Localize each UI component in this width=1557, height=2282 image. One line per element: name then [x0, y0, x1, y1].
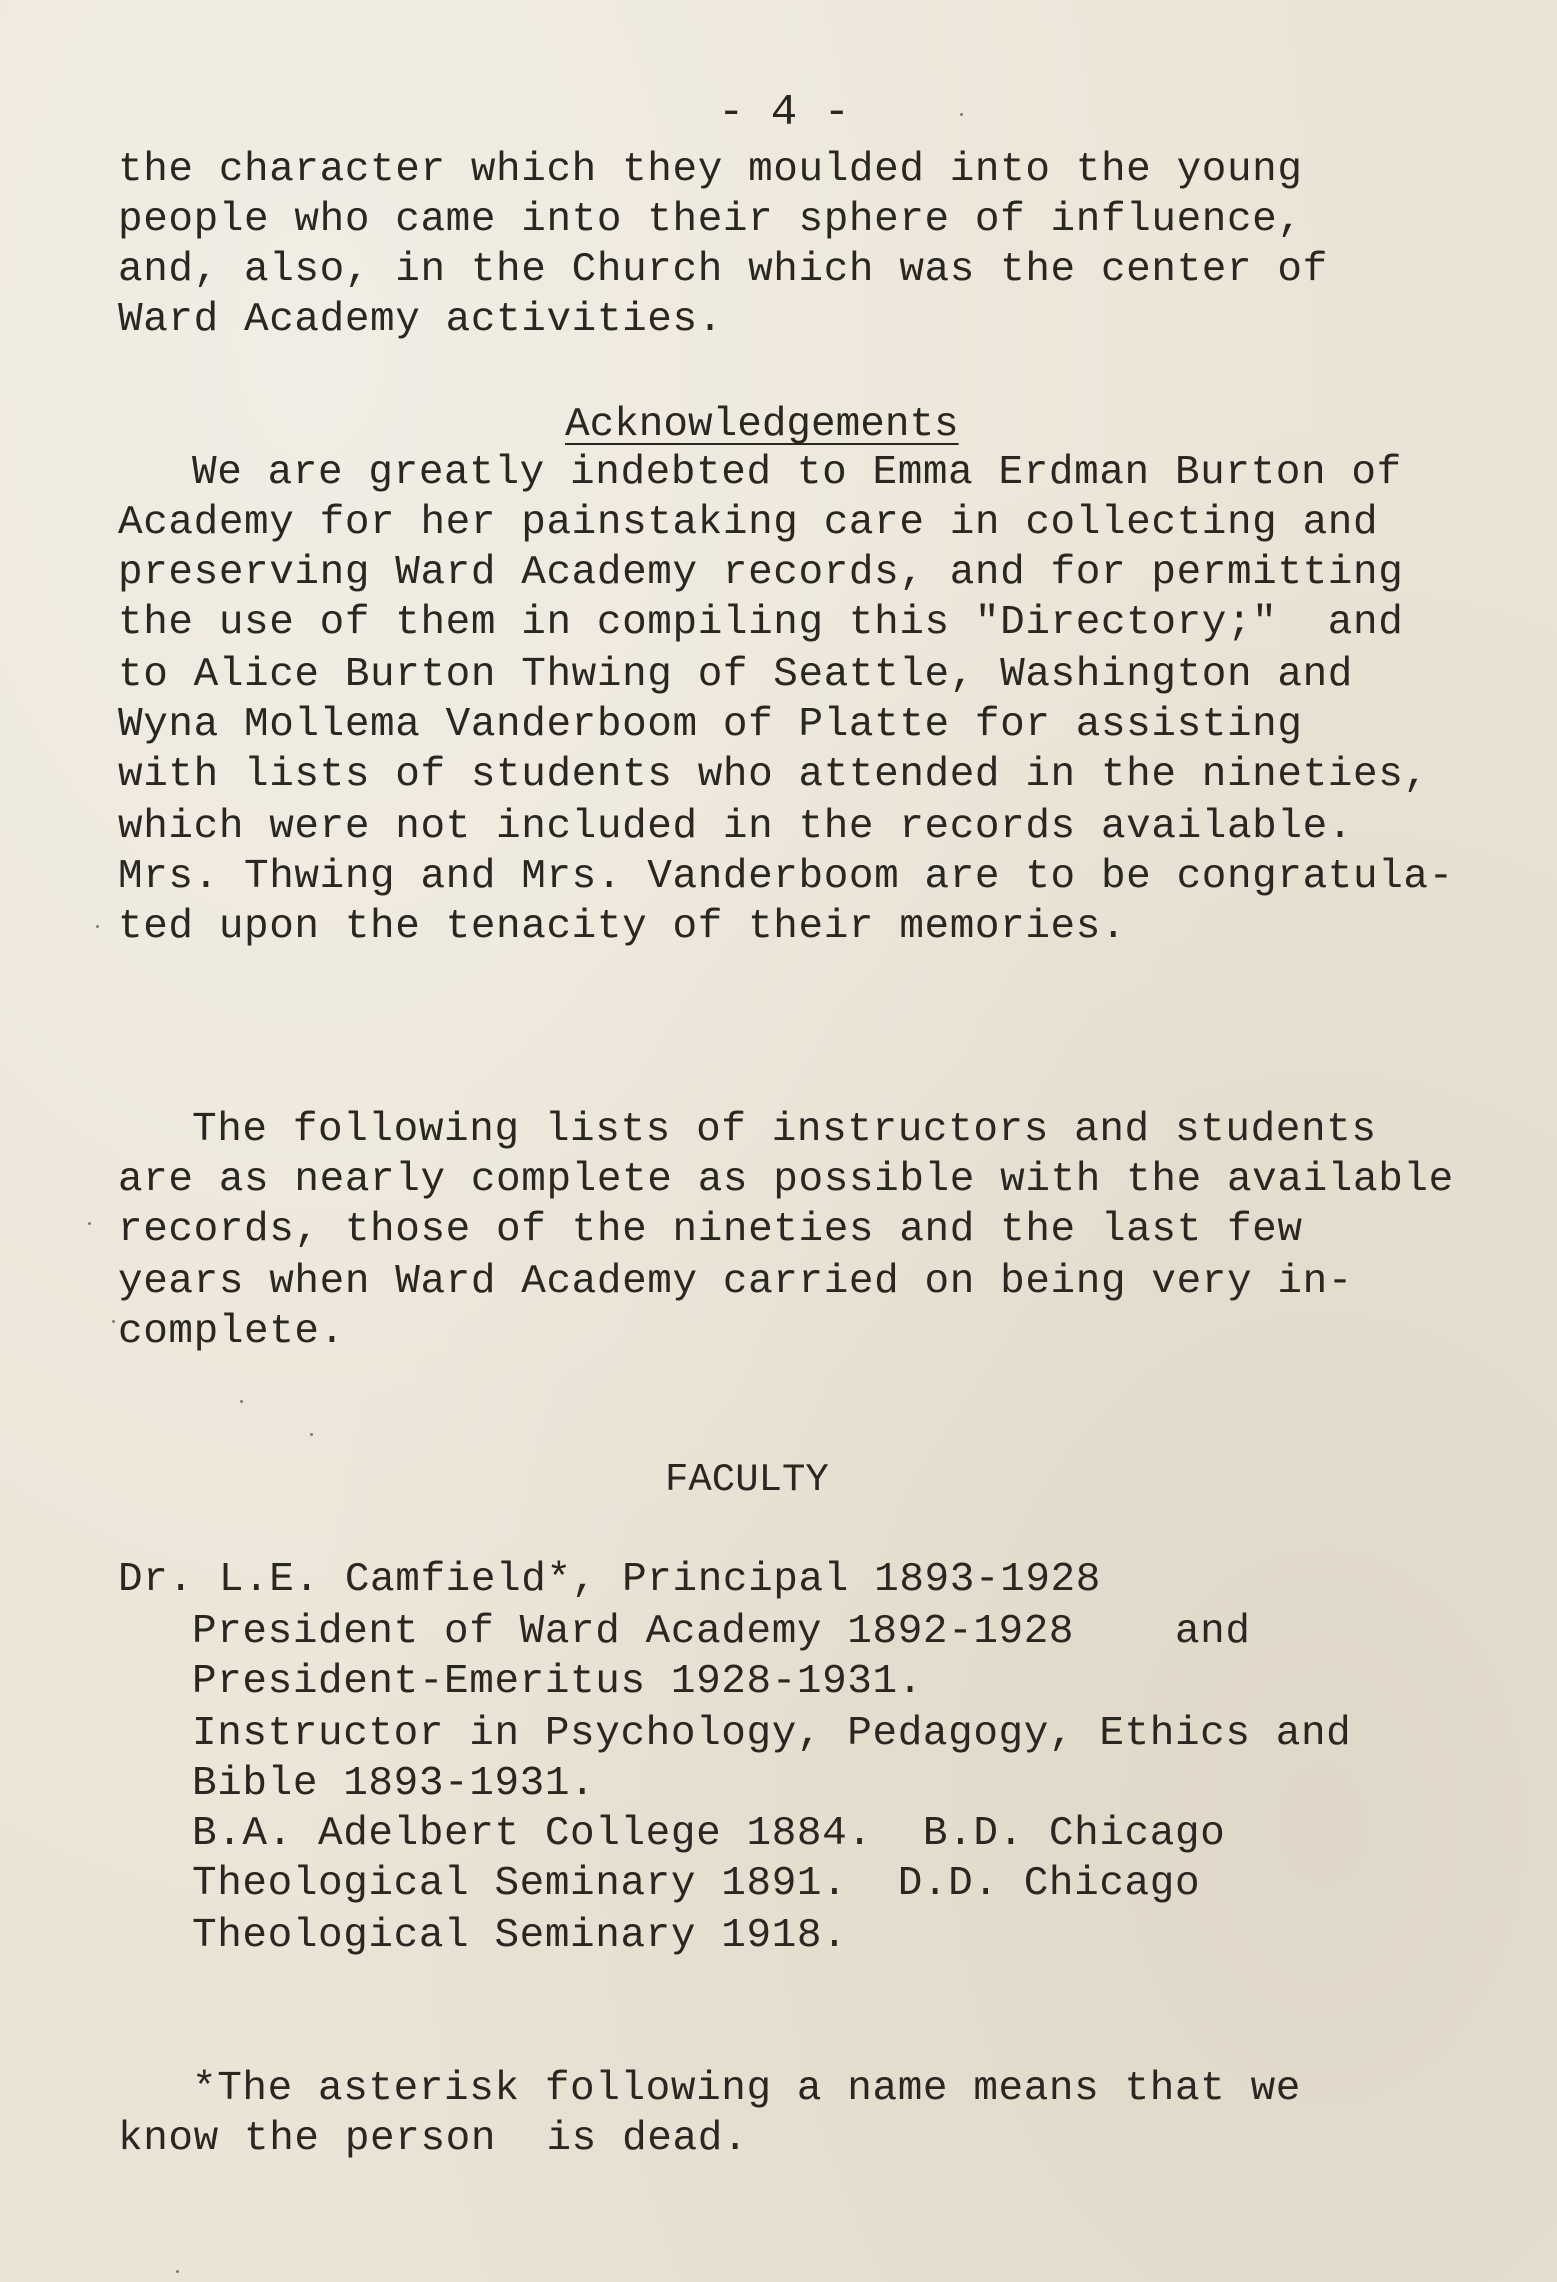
paper-speck: [176, 2270, 179, 2273]
paper-speck: [240, 1400, 243, 1403]
acknowledgements-heading: Acknowledgements: [565, 402, 959, 448]
faculty-detail-line: Bible 1893-1931.: [192, 1761, 596, 1807]
text-line: which were not included in the records available.: [118, 804, 1353, 850]
text-line: are as nearly complete as possible with the available: [118, 1157, 1454, 1203]
text-line: records, those of the nineties and the last few: [118, 1207, 1303, 1253]
text-line: preserving Ward Academy records, and for permitting: [118, 550, 1404, 596]
text-line: The following lists of instructors and students: [192, 1107, 1377, 1153]
text-line: Mrs. Thwing and Mrs. Vanderboom are to be congratula-: [118, 854, 1454, 900]
faculty-detail-line: Theological Seminary 1891. D.D. Chicago: [192, 1861, 1201, 1907]
paper-speck: [88, 1222, 91, 1225]
faculty-name-line: Dr. L.E. Camfield*, Principal 1893-1928: [118, 1557, 1101, 1603]
text-line: ted upon the tenacity of their memories.: [118, 904, 1127, 950]
text-line: to Alice Burton Thwing of Seattle, Washington and: [118, 652, 1353, 698]
paper-speck: [96, 925, 99, 928]
faculty-detail-line: President of Ward Academy 1892-1928 and: [192, 1609, 1251, 1655]
text-line: with lists of students who attended in the nineties,: [118, 752, 1429, 798]
text-line: people who came into their sphere of influence,: [118, 197, 1303, 243]
text-line: Academy for her painstaking care in collecting and: [118, 500, 1379, 546]
faculty-detail-line: B.A. Adelbert College 1884. B.D. Chicago: [192, 1811, 1226, 1857]
page-number: - 4 -: [718, 88, 851, 138]
faculty-heading: FACULTY: [665, 1458, 829, 1502]
text-line: *The asterisk following a name means that we: [192, 2066, 1301, 2112]
paper-speck: [960, 113, 963, 116]
text-line: We are greatly indebted to Emma Erdman Burton of: [192, 450, 1402, 496]
text-line: know the person is dead.: [118, 2116, 749, 2162]
text-line: Ward Academy activities.: [118, 297, 723, 343]
text-line: and, also, in the Church which was the center of: [118, 247, 1328, 293]
text-line: the character which they moulded into the young: [118, 147, 1303, 193]
faculty-detail-line: President-Emeritus 1928-1931.: [192, 1659, 923, 1705]
faculty-detail-line: Instructor in Psychology, Pedagogy, Ethics and: [192, 1711, 1352, 1757]
text-line: Wyna Mollema Vanderboom of Platte for assisting: [118, 702, 1303, 748]
text-line: complete.: [118, 1309, 345, 1355]
paper-speck: [310, 1433, 313, 1436]
text-line: years when Ward Academy carried on being very in-: [118, 1259, 1353, 1305]
text-line: the use of them in compiling this "Directory;" and: [118, 600, 1404, 646]
faculty-detail-line: Theological Seminary 1918.: [192, 1913, 848, 1959]
paper-speck: [112, 1320, 115, 1323]
